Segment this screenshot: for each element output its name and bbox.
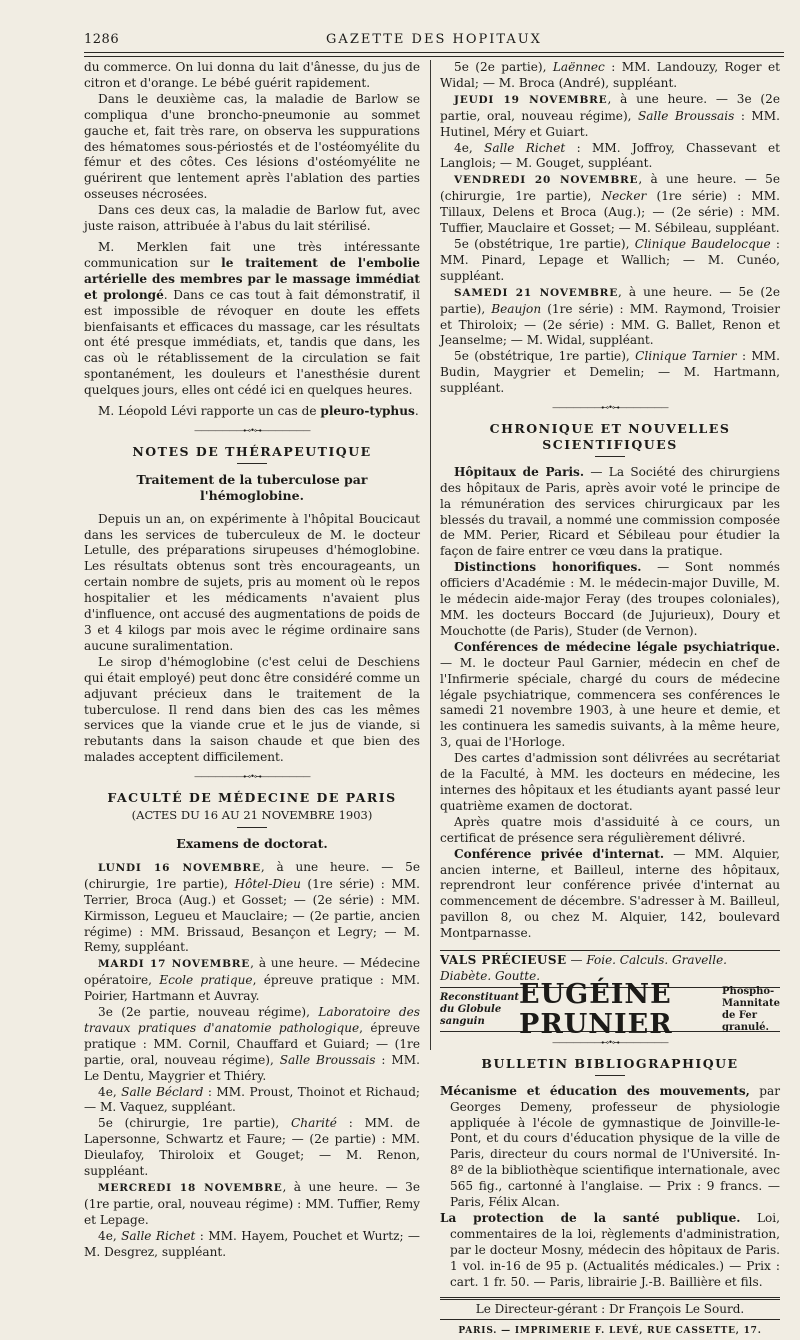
paragraph: Des cartes d'admission sont délivrées au secrétariat de la Faculté, à MM. les docteurs en médecine, les internes des hôpitaux et les étudiants ayant passé leur quatrième examen de doctorat. (440, 751, 780, 813)
page-header (84, 28, 784, 52)
book-title: La protection de la santé publique. (440, 1211, 741, 1225)
subsection-title: Examens de doctorat. (176, 835, 328, 851)
paragraph: Dans le deuxième cas, la maladie de Barlow se compliqua d'une broncho-pneumonie au sommet gauche et, fait très rare, on observa les suppurations des hématomes sous-périostés et de l'ostéomyélite du fémur et des côtes. Ces lésions d'ostéomyélite ne guérirent que lentement après l'ablation des parties osseuses nécrosées. (84, 91, 420, 202)
short-rule (237, 463, 267, 464)
exam-entry: MERCREDI 18 NOVEMBRE, à une heure. — 3e (1re partie, oral, nouveau régime) : MM. Tuffier, Remy et Lepage. (84, 1180, 420, 1227)
ornament-divider: ———————⊷•⊶——————— (552, 1037, 668, 1047)
section-title-faculte: FACULTÉ DE MÉDECINE DE PARIS (107, 790, 397, 806)
exam-entry: LUNDI 16 NOVEMBRE, à une heure. — 5e (chirurgie, 1re partie), Hôtel-Dieu (1re série) : MM. Terrier, Broca (Aug.) et Gosset; — (2e série) : MM. Kirmisson, Legueu et Mauclaire; — (2e partie, ancien régime) : MM. Brissaud, Besançon et Legry; — M. Remy, suppléant. (84, 859, 420, 955)
journal-title: GAZETTE DES HOPITAUX (326, 32, 542, 47)
book-title: Mécanisme et éducation des mouvements, (440, 1083, 750, 1098)
exam-entry: SAMEDI 21 NOVEMBRE, à une heure. — 5e (2e partie), Beaujon (1re série) : MM. Raymond, Troisier et Thiroloix; — (2e série) : MM. G. Ballet, Renon et Jeanselme; — M. Widal, suppléant. (440, 284, 780, 348)
printer-line: PARIS. — IMPRIMERIE F. LEVÉ, RUE CASSETTE, 17. (458, 1326, 762, 1337)
ad-brand: VALS PRÉCIEUSE (440, 953, 567, 968)
news-item: Hôpitaux de Paris. — La Société des chirurgiens des hôpitaux de Paris, après avoir voté le principe de la rémunération des services chirurgicaux par les blessés du travail, a nommé une commission composée de MM. Perier, Ricard et Sébileau pour étudier la façon de faire entrer ce vœu dans la pratique. (440, 464, 780, 559)
exam-entry: 5e (2e partie), Laënnec : MM. Landouzy, Roger et Widal; — M. Broca (André), suppléant. (440, 60, 780, 90)
exam-entry: MARDI 17 NOVEMBRE, à une heure. — Médecine opératoire, Ecole pratique, épreuve pratique : MM. Poirier, Hartmann et Auvray. (84, 956, 421, 1004)
header-rule-top (84, 52, 784, 53)
signature-block (440, 1297, 780, 1321)
paragraph: Le sirop d'hémoglobine (c'est celui de Deschiens qui était employé) peut donc être considéré comme un adjuvant précieux dans le traitement de la tuberculose. Il rend dans bien des cas les mêmes services que la viande crue et le jus de viande, si rebutants dans la saison chaude et que bien des malades acceptent difficilement. (84, 654, 420, 765)
exam-entry: 4e, Salle Béclard : MM. Proust, Thoinot et Richaud; — M. Vaquez, suppléant. (84, 1084, 421, 1115)
subsection-title: Traitement de la tuberculose par l'hémoglobine. (136, 471, 368, 503)
advertisement-eugeine (440, 978, 780, 1040)
news-heading: Conférences de médecine légale psychiatrique. (454, 639, 780, 654)
ornament-divider: ———————⊷•⊶——————— (194, 772, 310, 782)
exam-entry: 4e, Salle Richet : MM. Hayem, Pouchet et Wurtz; — M. Desgrez, suppléant. (84, 1228, 420, 1259)
emphasis: le traitement de l'embolie artérielle des membres par le massage immédiat et prolongé (84, 255, 420, 302)
ad-tagline: Reconstituant du Globule sanguin (440, 991, 520, 1027)
ad-detail: Phospho-Mannitate de Fer granulé. (722, 985, 780, 1033)
right-column (440, 60, 780, 1340)
exam-day: VENDREDI 20 NOVEMBRE (454, 174, 639, 187)
exam-day: MERCREDI 18 NOVEMBRE (98, 1182, 283, 1194)
news-heading: Distinctions honorifiques. (454, 560, 642, 575)
exam-day: JEUDI 19 NOVEMBRE (454, 93, 608, 106)
short-rule (595, 1075, 625, 1076)
paragraph: Depuis un an, on expérimente à l'hôpital Boucicaut dans les services de tuberculeux de M. le docteur Letulle, des préparations sirupeuses d'hémoglobine. Les résultats obtenus sont très encourageants, un certain nombre de sujets, pris au moment où le repos hospitalier et les médicaments n'avaient plus d'influence, ont accusé des augmentations de poids de 3 et 4 kilogs par mois avec le régime ordinaire sans aucune suralimentation. (84, 511, 420, 653)
paragraph: du commerce. On lui donna du lait d'ânesse, du jus de citron et d'orange. Le bébé guérit rapidement. (84, 60, 420, 90)
signature: Le Directeur-gérant : Dr François Le Sourd. (440, 1302, 780, 1321)
news-heading: Hôpitaux de Paris. (454, 464, 585, 479)
exam-entry: 5e (obstétrique, 1re partie), Clinique Tarnier : MM. Budin, Maygrier et Demelin; — M. Hartmann, suppléant. (440, 349, 781, 396)
paragraph: M. Léopold Lévi rapporte un cas de pleuro-typhus. (98, 404, 419, 419)
exam-day: LUNDI 16 NOVEMBRE (98, 861, 261, 874)
section-dates: (ACTES DU 16 AU 21 NOVEMBRE 1903) (131, 808, 373, 823)
bibliography-entry: La protection de la santé publique. Loi, commentaires de la loi, règlements d'administration, par le docteur Mosny, médecin des hôpitaux de Paris. 1 vol. in-16 de 95 p. (Actualités médicales.) — Prix : cart. 1 fr. 50. — Paris, librairie J.-B. Baillière et fils. (440, 1211, 780, 1289)
exam-entry: 4e, Salle Richet : MM. Joffroy, Chassevant et Langlois; — M. Gouget, suppléant. (440, 140, 780, 171)
column-divider (430, 60, 431, 1050)
page-number: 1286 (84, 32, 120, 47)
ornament-divider: ———————⊷•⊶——————— (194, 425, 310, 435)
advertisement-vals: VALS PRÉCIEUSE — Foie. Calculs. Gravelle. Diabète. Goutte. (440, 950, 780, 988)
header-rule-bottom (84, 56, 784, 57)
short-rule (237, 827, 267, 828)
section-title-notes: NOTES DE THÉRAPEUTIQUE (132, 443, 372, 459)
exam-day: SAMEDI 21 NOVEMBRE (454, 286, 618, 299)
news-item: Distinctions honorifiques. — Sont nommés officiers d'Académie : M. le médecin-major Duville, M. le médecin aide-major Feray (des troupes coloniales), MM. les docteurs Boccard (de Jujurieux), Doury et Mouchotte (de Paris), Studer (de Vernon). (440, 560, 780, 638)
news-heading: Conférence privée d'internat. (454, 846, 665, 861)
section-title-chronique: CHRONIQUE ET NOUVELLES SCIENTIFIQUES (489, 421, 731, 452)
news-item: Conférence privée d'internat. — MM. Alquier, ancien interne, et Bailleul, interne des hôpitaux, reprendront leur conférence privée d'internat au commencement de décembre. S'adresser à M. Bailleul, pavillon 8, ou chez M. Alquier, 142, boulevard Montparnasse. (440, 846, 780, 941)
short-rule (595, 456, 625, 457)
exam-entry: 5e (chirurgie, 1re partie), Charité : MM. de Lapersonne, Schwartz et Faure; — (2e partie) : MM. Dieulafoy, Thiroloix et Gouget; — M. Renon, suppléant. (84, 1116, 420, 1179)
bibliography-entry: Mécanisme et éducation des mouvements, par Georges Demeny, professeur de physiologie appliquée à l'école de gymnastique de Joinville-le-Pont, et du cours d'éducation physique de la ville de Paris, directeur du cours normal de l'Université. In-8º de la bibliothèque scientifique internationale, avec 565 fig., cartonné à l'anglaise. — Prix : 9 francs. — Paris, Félix Alcan. (440, 1083, 781, 1210)
exam-day: MARDI 17 NOVEMBRE (98, 958, 251, 971)
exam-entry: 3e (2e partie, nouveau régime), Laboratoire des travaux pratiques d'anatomie pathologique, épreuve pratique : MM. Cornil, Chauffard et Guiard; — (1re partie, oral, nouveau régime), Salle Broussais : MM. Le Dentu, Maygrier et Thiéry. (84, 1005, 421, 1083)
exam-entry: JEUDI 19 NOVEMBRE, à une heure. — 3e (2e partie, oral, nouveau régime), Salle Broussais : MM. Hutinel, Méry et Guiart. (440, 91, 781, 139)
section-title-biblio: BULLETIN BIBLIOGRAPHIQUE (481, 1055, 739, 1071)
news-item: Conférences de médecine légale psychiatrique. — M. le docteur Paul Garnier, médecin en chef de l'Infirmerie spéciale, chargé du cours de médecine légale psychiatrique, commencera ses conférences le samedi 21 novembre 1903, à une heure et demie, et les continuera les samedis suivants, à la même heure, 3, quai de l'Horloge. (440, 639, 780, 750)
paragraph: Après quatre mois d'assiduité à ce cours, un certificat de présence sera régulièrement délivré. (440, 814, 780, 845)
left-column (84, 60, 420, 1261)
paragraph: Dans ces deux cas, la maladie de Barlow fut, avec juste raison, attribuée à l'abus du lait stérilisé. (84, 203, 420, 234)
ornament-divider: ———————⊷•⊶——————— (552, 403, 668, 413)
exam-entry: 5e (obstétrique, 1re partie), Clinique Baudelocque : MM. Pinard, Lepage et Wallich; — M. Cunéo, suppléant. (440, 236, 780, 283)
exam-entry: VENDREDI 20 NOVEMBRE, à une heure. — 5e (chirurgie, 1re partie), Necker (1re série) : MM. Tillaux, Delens et Broca (Aug.); — (2e série) : MM. Tuffier, Mauclaire et Gosset; — M. Sébileau, suppléant. (440, 172, 780, 236)
emphasis: pleuro-typhus (320, 404, 415, 419)
paragraph: M. Merklen fait une très intéressante communication sur le traitement de l'embolie artérielle des membres par le massage immédiat et prolongé. Dans ce cas tout à fait démonstratif, il est impossible de révoquer en doute les effets bienfaisants et efficaces du massage, car les résultats ont été presque immédiats, et, tandis que dans, les cas où le rétablissement de la circulation se fait spontanément, les douleurs et l'anesthésie durent quelques jours, elles ont cédé ici en quelques heures. (84, 239, 420, 398)
ad-brand: EUGÉINE PRUNIER (519, 978, 673, 1040)
